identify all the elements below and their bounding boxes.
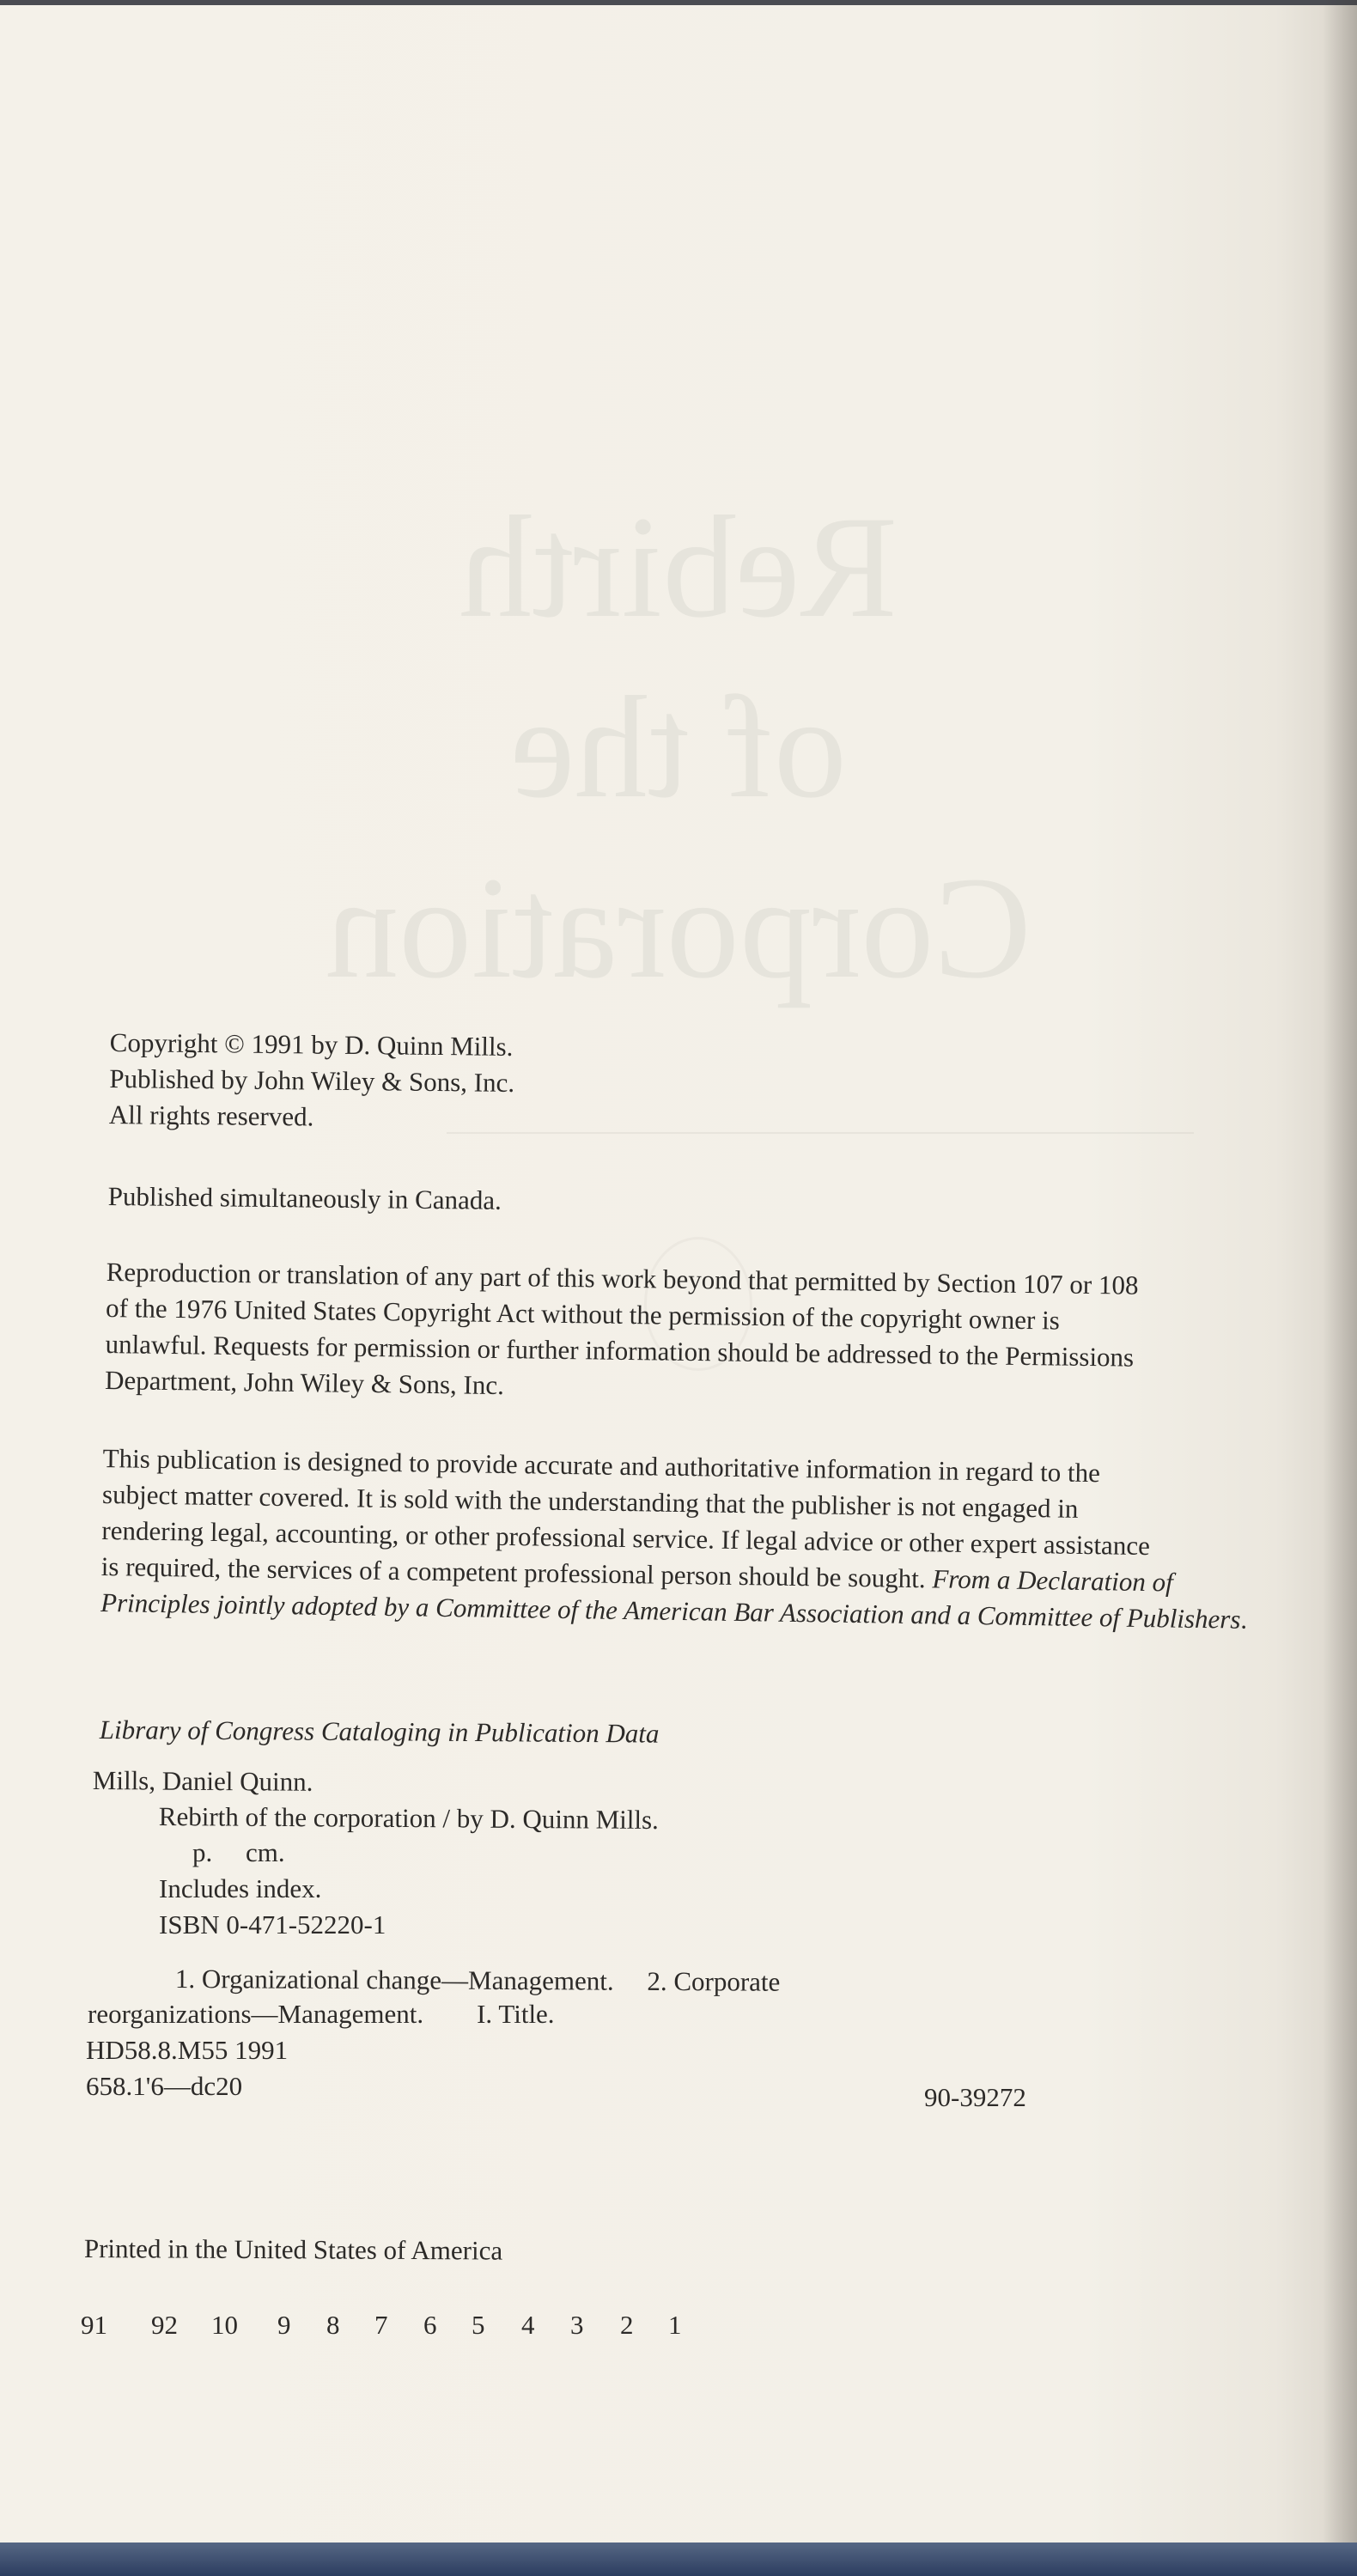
cip-dewey: 658.1'6—dc20	[86, 2071, 243, 2101]
reproduction-line: unlawful. Requests for permission or further information should be addressed to the Permissions	[105, 1328, 1135, 1373]
publisher-line: Published by John Wiley & Sons, Inc.	[109, 1063, 515, 1098]
notice-end: .	[1240, 1604, 1248, 1635]
ghost-rule	[447, 1132, 1194, 1134]
cip-title: Rebirth of the corporation / by D. Quinn Mills.	[158, 1801, 660, 1836]
notice-line: This publication is designed to provide accurate and authoritative information in regard to the	[102, 1442, 1101, 1489]
printing-number: 2	[620, 2310, 634, 2340]
cip-heading: Library of Congress Cataloging in Publication Data	[99, 1714, 660, 1749]
printing-number: 92	[151, 2310, 178, 2340]
book-cover-edge	[0, 2543, 1357, 2576]
printing-number: 1	[668, 2310, 682, 2340]
rights-line: All rights reserved.	[108, 1099, 314, 1132]
cip-lc-class: HD58.8.M55 1991	[86, 2035, 289, 2065]
cip-subjects-cont: reorganizations—Management. I. Title.	[88, 1999, 555, 2029]
printing-number: 4	[521, 2310, 535, 2340]
printing-number: 9	[277, 2310, 291, 2340]
printing-number: 3	[570, 2310, 584, 2340]
notice-text: is required, the services of a competent professional person should be sought.	[100, 1550, 933, 1594]
cip-lccn: 90-39272	[924, 2082, 1026, 2112]
notice-line: subject matter covered. It is sold with the understanding that the publisher is not engaged in	[101, 1478, 1079, 1524]
cip-subjects: 1. Organizational change—Management. 2. Corporate	[174, 1964, 781, 1997]
printing-number: 10	[211, 2310, 238, 2340]
ghost-title-line-3: Corporation	[326, 847, 1031, 1008]
printing-number: 6	[423, 2310, 437, 2340]
top-edge	[0, 0, 1357, 5]
notice-line: rendering legal, accounting, or other professional service. If legal advice or other expert assistance	[101, 1514, 1151, 1562]
canada-line: Published simultaneously in Canada.	[107, 1180, 502, 1215]
reproduction-paragraph	[105, 1254, 1139, 1412]
printing-number: 7	[374, 2310, 388, 2340]
printing-number: 5	[472, 2310, 485, 2340]
reproduction-line: of the 1976 United States Copyright Act without the permission of the copyright owner is	[105, 1292, 1061, 1336]
copyright-block	[109, 1025, 515, 1137]
copyright-line: Copyright © 1991 by D. Quinn Mills.	[109, 1026, 514, 1062]
printed-in: Printed in the United States of America	[83, 2233, 503, 2266]
page-gutter-shadow	[1323, 0, 1357, 2543]
cip-includes: Includes index.	[159, 1873, 322, 1903]
printing-number: 8	[326, 2310, 340, 2340]
declaration-citation: Principles jointly adopted by a Committee of the American Bar Association and a Committee of Publishers	[100, 1586, 1241, 1635]
publication-notice	[100, 1440, 1250, 1638]
ghost-title-line-2: of the	[510, 667, 847, 828]
reproduction-line: Reproduction or translation of any part of this work beyond that permitted by Section 107 or 108	[106, 1256, 1139, 1300]
ghost-title-line-1: Rebirth	[459, 486, 898, 648]
cip-isbn: ISBN 0-471-52220-1	[159, 1909, 386, 1940]
declaration-citation: From a Declaration of	[932, 1563, 1174, 1598]
reproduction-line: Department, John Wiley & Sons, Inc.	[104, 1364, 505, 1401]
printing-number: 91	[81, 2310, 107, 2340]
cip-physical: p. cm.	[192, 1837, 285, 1867]
cip-author: Mills, Daniel Quinn.	[92, 1765, 313, 1797]
